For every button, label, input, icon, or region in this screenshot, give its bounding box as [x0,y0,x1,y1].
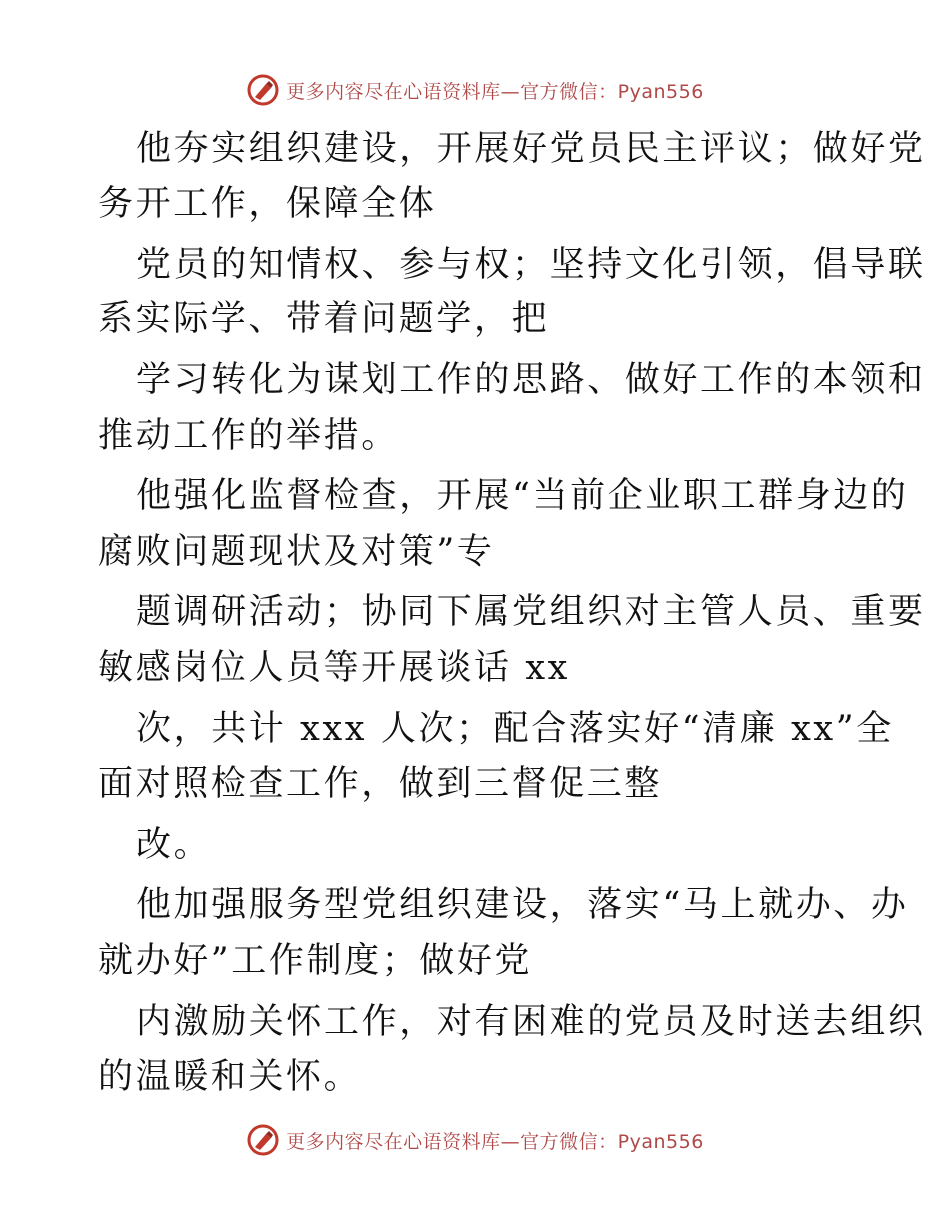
text-line: 他强化监督检查，开展“当前企业职工群身边的 [136,476,909,516]
text-line: 的温暖和关怀。 [98,1057,362,1097]
header-banner-text: 更多内容尽在心语资料库—官方微信：Pyan556 [286,80,704,103]
text-line: 他夯实组织建设，开展好党员民主评议；做好党 [136,129,926,169]
text-line: 系实际学、带着问题学，把 [98,299,550,339]
text-line: 题调研活动；协同下属党组织对主管人员、重要 [136,592,926,632]
text-line: 党员的知情权、参与权；坚持文化引领，倡导联 [136,245,926,285]
red-seal-logo-icon [246,1123,280,1157]
text-line: 他加强服务型党组织建设，落实“马上就办、办 [136,885,909,925]
text-line: 推动工作的举措。 [98,416,399,456]
text-line: 改。 [136,825,212,865]
footer-banner [0,1120,950,1160]
text-line: 内激励关怀工作，对有困难的党员及时送去组织 [136,1002,926,1042]
footer-banner-text: 更多内容尽在心语资料库—官方微信：Pyan556 [286,1130,704,1153]
text-line: 次，共计 xxx 人次；配合落实好“清廉 xx”全 [136,709,894,749]
text-line: 面对照检查工作，做到三督促三整 [98,764,663,804]
text-line: 腐败问题现状及对策”专 [98,532,495,572]
text-line: 务开工作，保障全体 [98,184,437,224]
text-line: 学习转化为谋划工作的思路、做好工作的本领和 [136,360,926,400]
text-line: 就办好”工作制度；做好党 [98,941,533,981]
text-line: 敏感岗位人员等开展谈话 xx [98,648,571,688]
